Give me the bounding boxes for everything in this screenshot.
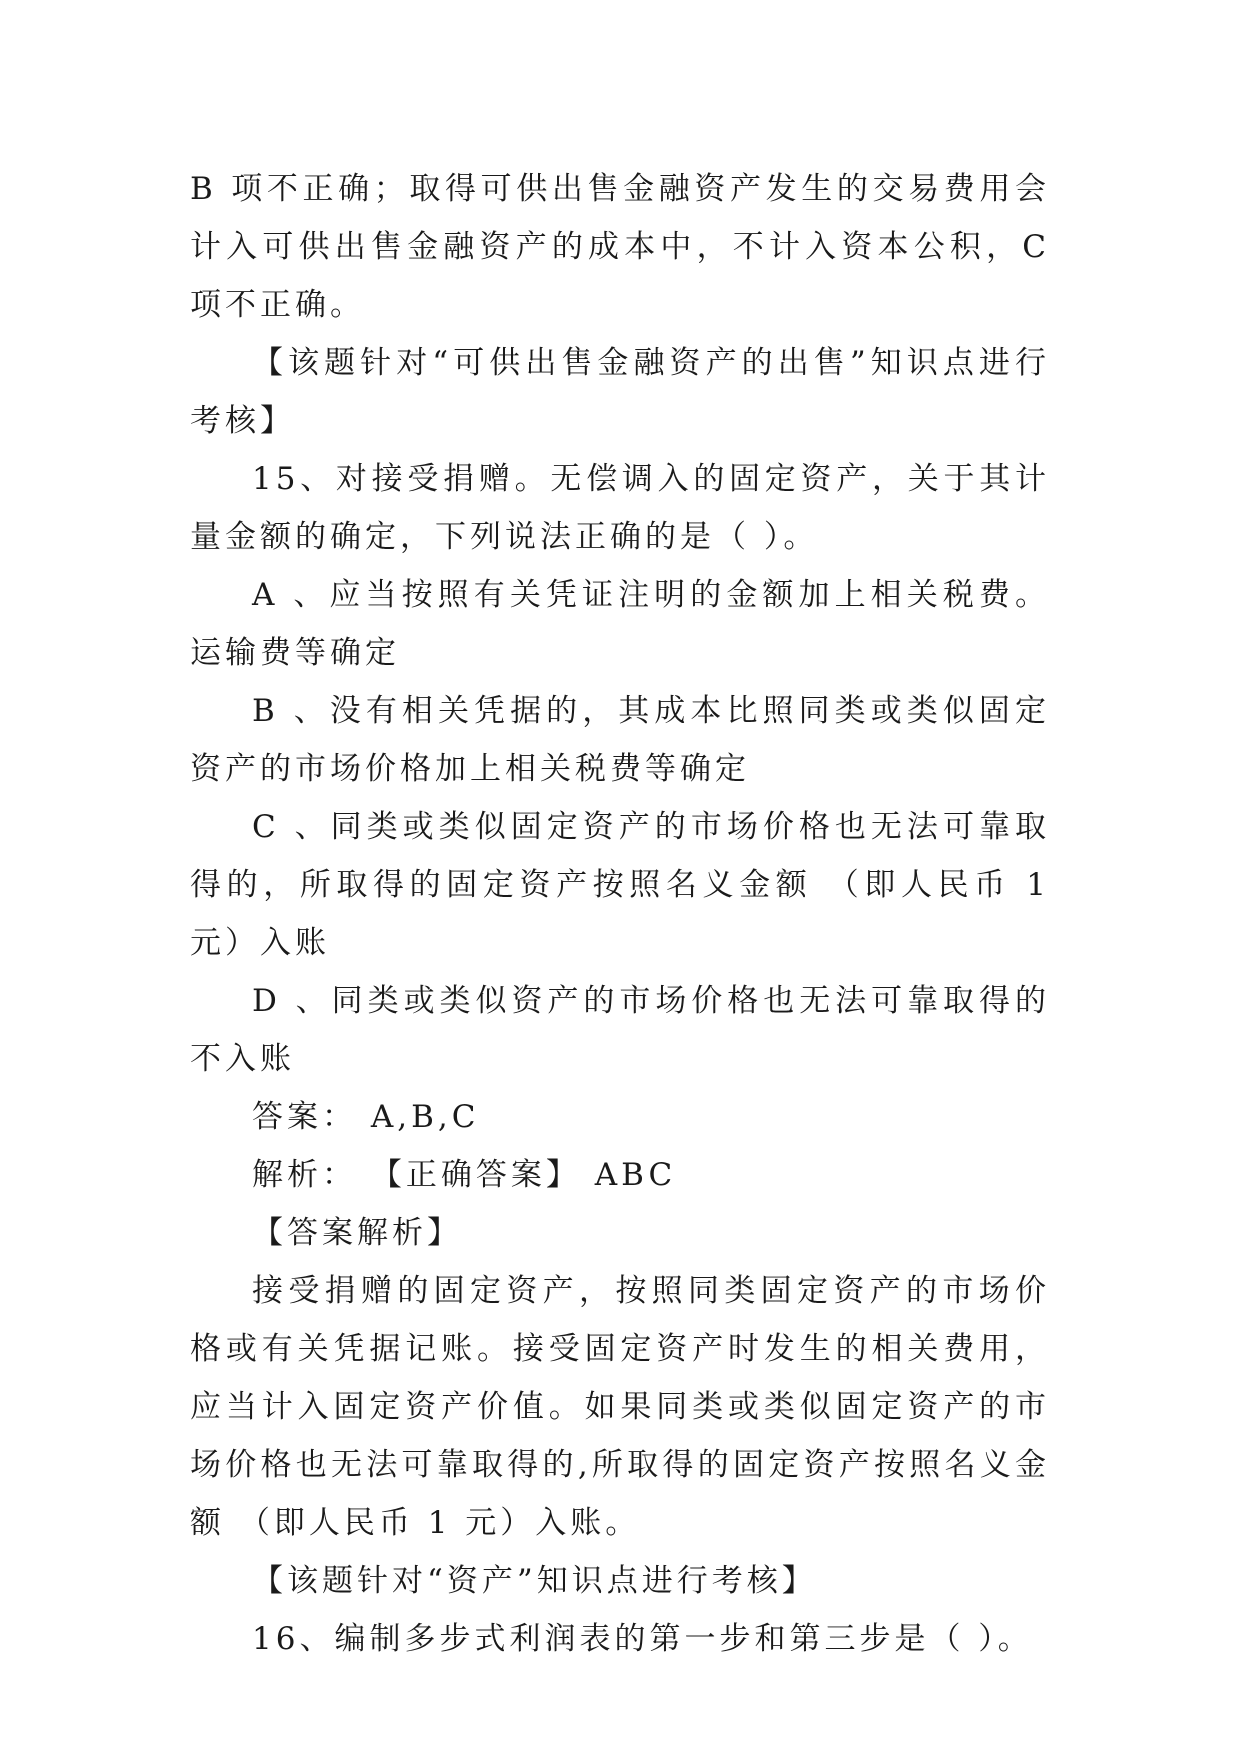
paragraph-option-b-explanation: B 项不正确；取得可供出售金融资产发生的交易费用会计入可供出售金融资产的成本中，不计入资本公积，C 项不正确。 [190,171,1050,323]
paragraph-question-15: 15、对接受捐赠。无偿调入的固定资产，关于其计量金额的确定，下列说法正确的是（ ）。 [190,461,1050,555]
paragraph-option-b: B 、没有相关凭据的，其成本比照同类或类似固定资产的市场价格加上相关税费等确定 [190,693,1050,787]
paragraph-answer-explanation-heading: 【答案解析】 [252,1215,462,1251]
paragraph-topic-note-1: 【该题针对“可供出售金融资产的出售”知识点进行考核】 [190,345,1050,439]
paragraph-option-c: C 、同类或类似固定资产的市场价格也无法可靠取得的，所取得的固定资产按照名义金额 （即人民币 1 元）入账 [190,809,1050,961]
paragraph-answer: 答案： A,B,C [252,1099,480,1135]
paragraph-question-16: 16、编制多步式利润表的第一步和第三步是（ ）。 [252,1621,1033,1657]
document-page [190,160,1050,1668]
paragraph-option-d: D 、同类或类似资产的市场价格也无法可靠取得的不入账 [190,983,1050,1077]
paragraph-answer-explanation: 接受捐赠的固定资产，按照同类固定资产的市场价格或有关凭据记账。接受固定资产时发生的相关费用，应当计入固定资产价值。如果同类或类似固定资产的市场价格也无法可靠取得的,所取得的固定资产按照名义金额 （即人民币 1 元）入账。 [190,1273,1050,1541]
paragraph-option-a: A 、应当按照有关凭证注明的金额加上相关税费。运输费等确定 [190,577,1050,671]
paragraph-analysis: 解析： 【正确答案】 ABC [252,1157,677,1193]
paragraph-topic-note-2: 【该题针对“资产”知识点进行考核】 [252,1563,817,1599]
